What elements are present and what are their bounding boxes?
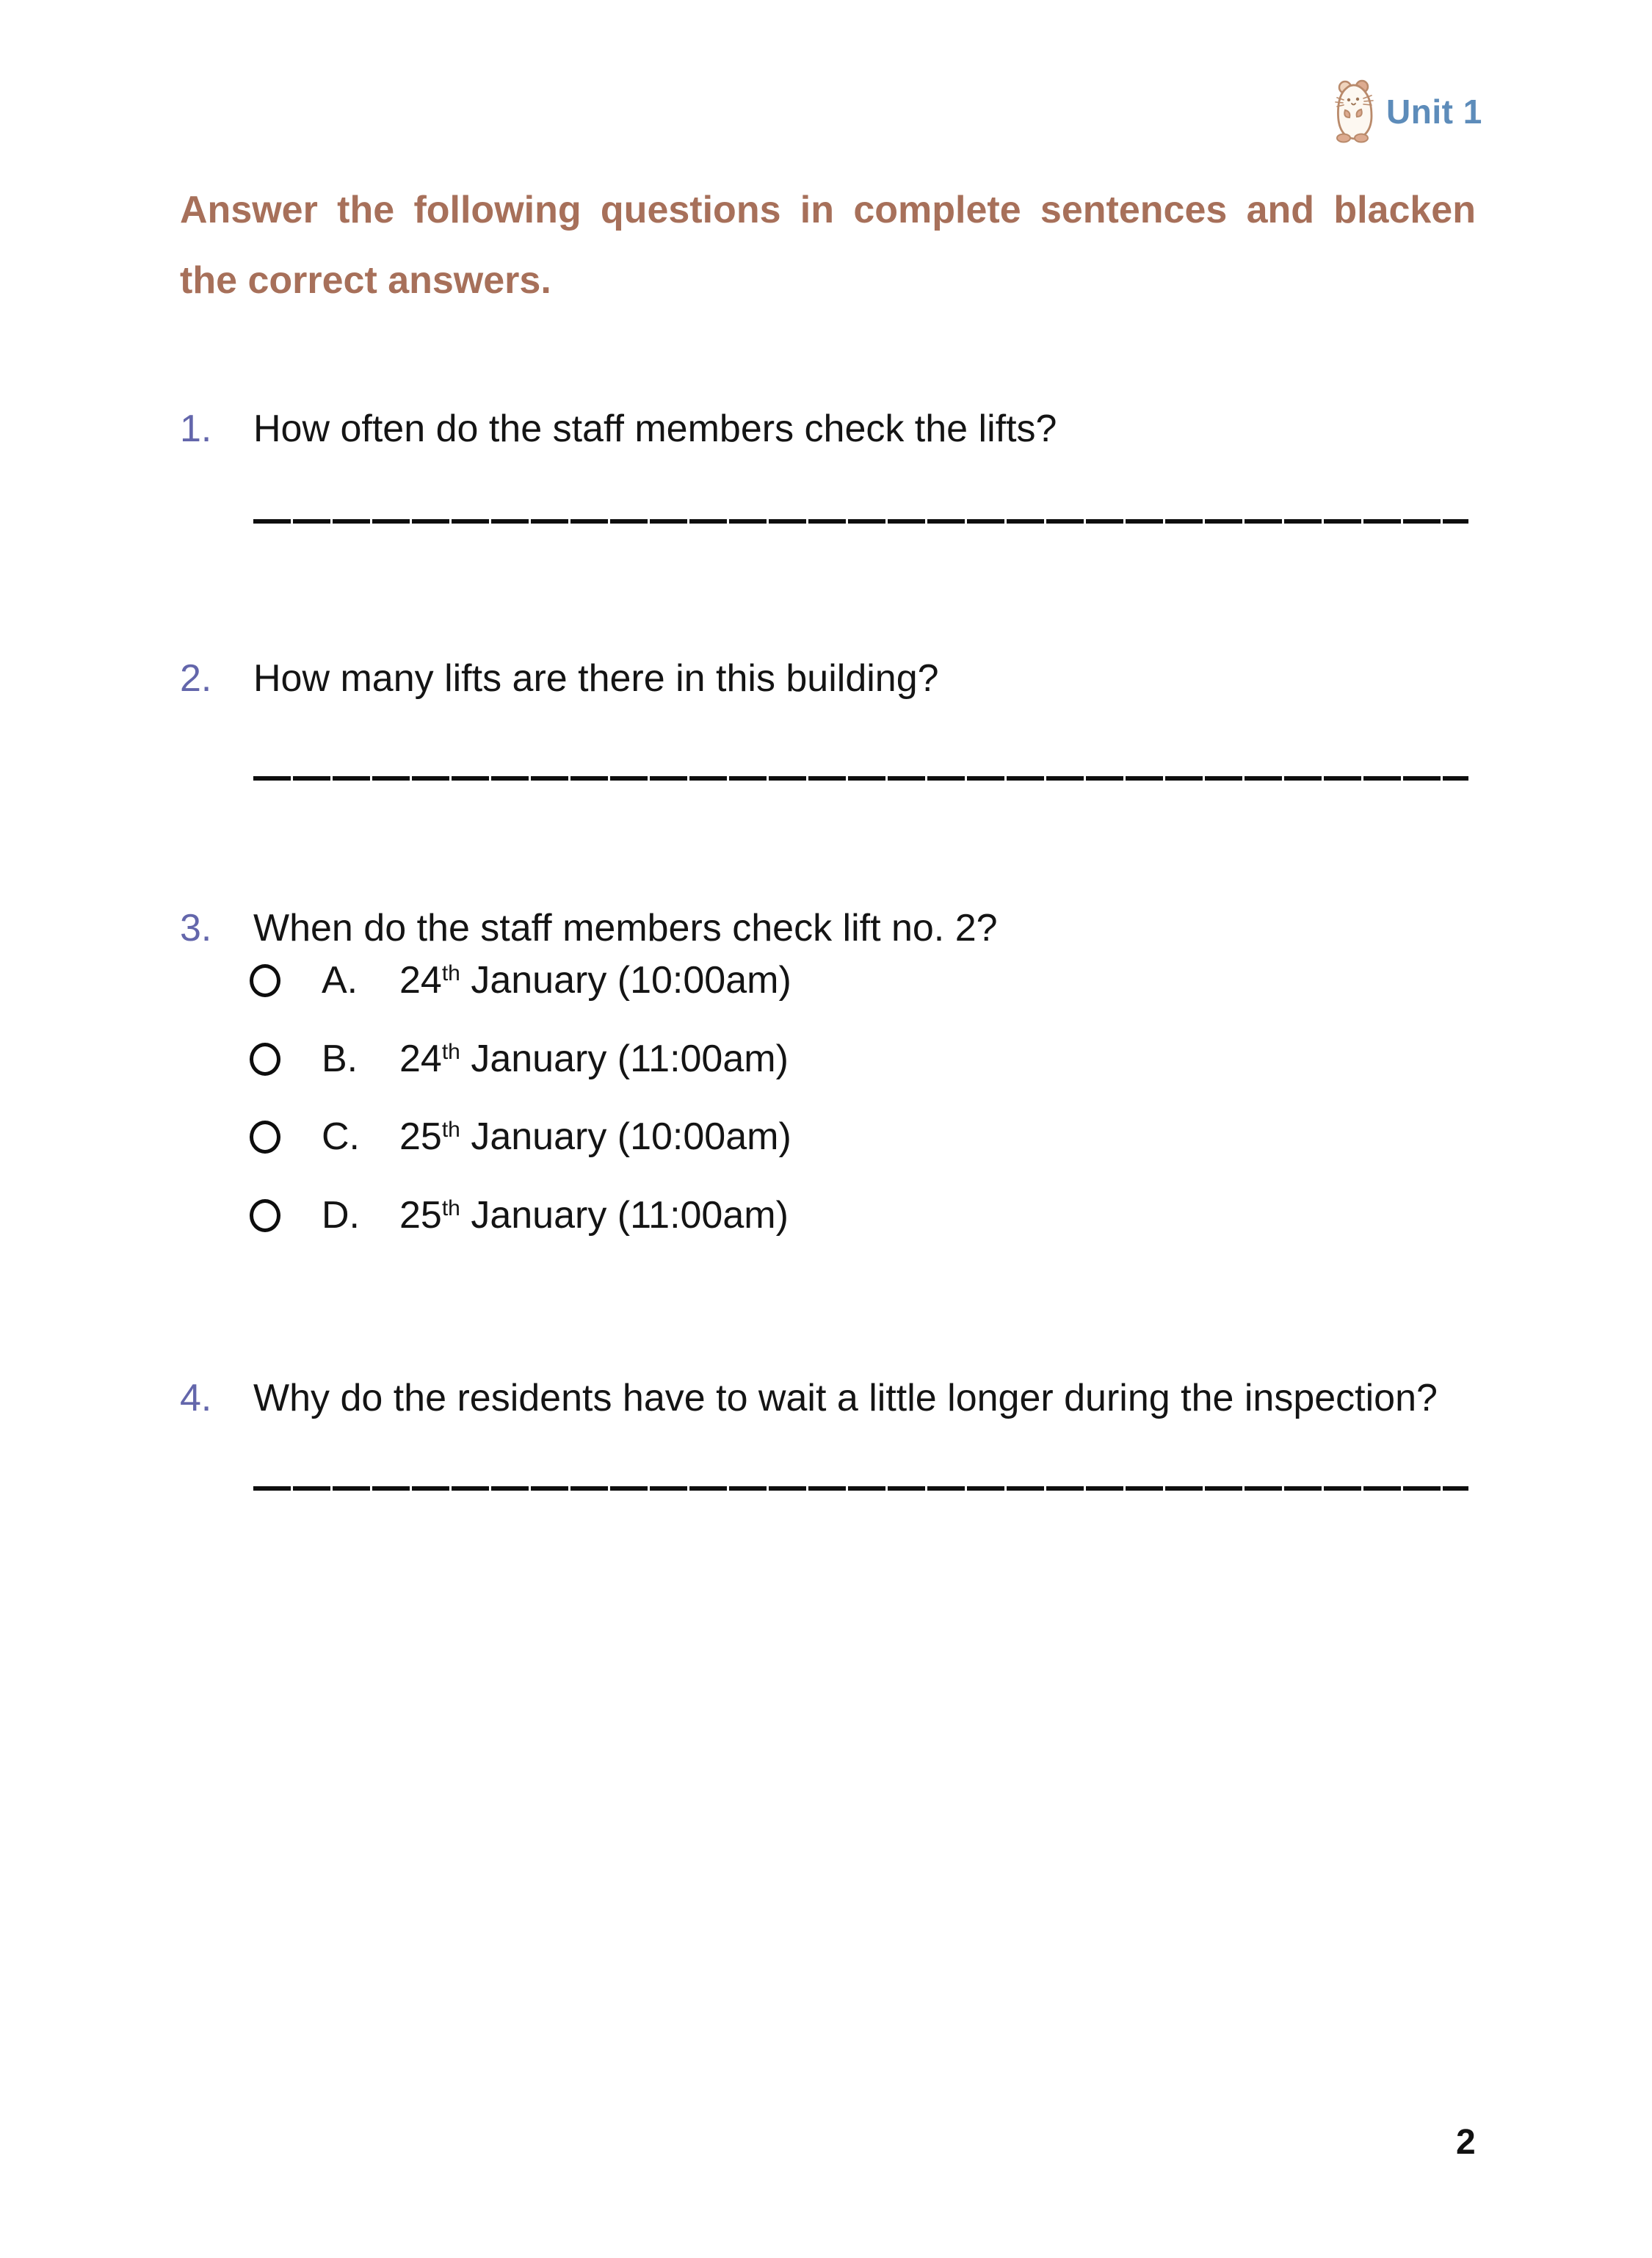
- question-4: [180, 1375, 1438, 1422]
- radio-bubble-d[interactable]: [250, 1199, 280, 1232]
- question-1-number: 1.: [180, 408, 212, 450]
- option-c-text: 25th January (10:00am): [399, 1115, 791, 1158]
- ordinal-suffix: th: [441, 1040, 460, 1064]
- instructions-line-1: Answer the following questions in complete sentences and blacken: [180, 189, 1476, 231]
- instructions-line-2: the correct answers.: [180, 259, 551, 302]
- answer-line-2[interactable]: [253, 776, 1468, 781]
- option-d-letter: D.: [322, 1194, 360, 1237]
- ordinal-suffix: th: [441, 1196, 460, 1220]
- ordinal-suffix: th: [441, 1118, 460, 1142]
- option-b-text: 24th January (11:00am): [399, 1038, 789, 1080]
- option-d-text: 25th January (11:00am): [399, 1194, 789, 1237]
- question-2: [180, 655, 939, 702]
- option-b-letter: B.: [322, 1038, 358, 1080]
- radio-bubble-c[interactable]: [250, 1121, 280, 1154]
- question-2-number: 2.: [180, 657, 212, 700]
- question-4-text: Why do the residents have to wait a little longer during the inspection?: [253, 1377, 1438, 1419]
- question-4-number: 4.: [180, 1377, 212, 1419]
- option-a-letter: A.: [322, 959, 358, 1002]
- option-c-letter: C.: [322, 1115, 360, 1158]
- answer-line-4[interactable]: [253, 1486, 1468, 1491]
- answer-line-1[interactable]: [253, 519, 1468, 524]
- radio-bubble-a[interactable]: [250, 964, 280, 997]
- question-3-text: When do the staff members check lift no. 2?: [253, 907, 998, 949]
- option-d[interactable]: [250, 1184, 789, 1246]
- unit-label: Unit 1: [1386, 93, 1482, 131]
- radio-bubble-b[interactable]: [250, 1043, 280, 1076]
- option-a-text: 24th January (10:00am): [399, 959, 791, 1002]
- unit-header: [1335, 78, 1482, 145]
- option-b[interactable]: [250, 1028, 789, 1090]
- question-1-text: How often do the staff members check the lifts?: [253, 408, 1057, 450]
- question-2-text: How many lifts are there in this building?: [253, 657, 939, 700]
- hamster-icon: [1335, 79, 1374, 144]
- option-a[interactable]: [250, 949, 791, 1011]
- option-c[interactable]: [250, 1106, 791, 1168]
- instructions: [180, 175, 1476, 316]
- question-3: [180, 905, 998, 952]
- question-1: [180, 405, 1057, 452]
- ordinal-suffix: th: [441, 961, 460, 985]
- page-number: 2: [1456, 2123, 1476, 2162]
- question-3-number: 3.: [180, 907, 212, 949]
